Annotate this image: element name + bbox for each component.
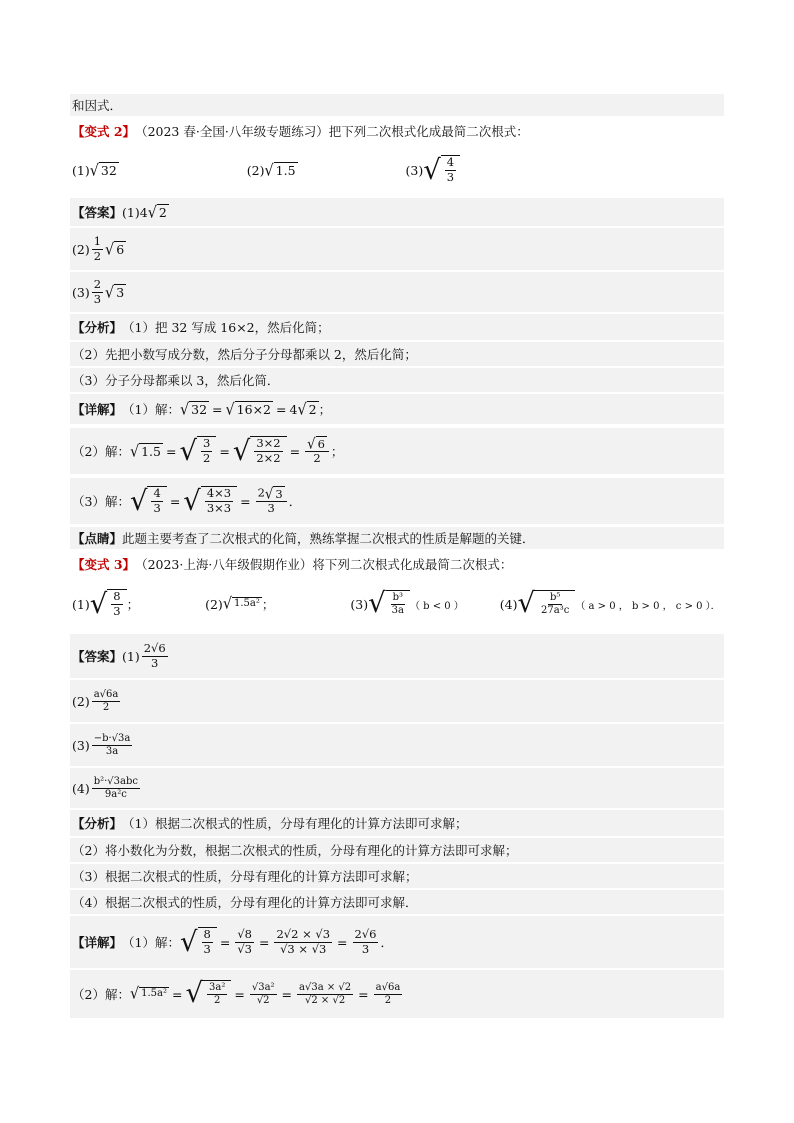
v2-analysis-3: （3）分子分母都乘以 3，然后化简． [70, 368, 724, 392]
v2-detail-1: 【详解】 （1）解： √ 32 = √ 16×2 = 4 √ 2 ； [70, 394, 724, 424]
v2-item2-radical: √ 1.5 [264, 162, 296, 180]
variant2-heading [70, 120, 724, 142]
variant2-prompt: 把下列二次根式化成最简二次根式： [328, 124, 529, 139]
top-line [70, 94, 724, 116]
v3-answer-2: (2) $\frac{a√6a}{2}$ [70, 680, 724, 722]
v3-detail-2: （2）解： √ 1.5a² = √ $\frac{\text{3a²}}{2}$ = $\frac{\text{√3a²}}{√2}$ = $\frac{a√3a \times √2}{√2 \times √2}$ = $\frac{a√6a}{2}$ [70, 970, 724, 1018]
v3-answer-4: (4) $\frac{\text{b²·√3abc}}{\text{9a²c}}$ [70, 768, 724, 808]
v3-answer-1: 【答案】 (1) $\frac{2√6}{3}$ [70, 634, 724, 678]
variant3-tag: 【变式 3】 [72, 557, 136, 572]
v3-analysis-4: （4）根据二次根式的性质，分母有理化的计算方法即可求解． [70, 890, 724, 914]
v2-detail-2: （2）解： √ 1.5 = √ $\frac{3}{2}$ = √ $\frac{3\times 2}{2\times 2}$ = √ 6 2 ； [70, 428, 724, 474]
v2-comment: 【点睛】 此题主要考查了二次根式的化简，熟练掌握二次根式的性质是解题的关键． [70, 527, 724, 549]
v2-item3-radical: √ $\frac{4}{3}$ [423, 155, 460, 185]
variant3-heading [70, 553, 724, 575]
v2-item2-label: (2) [246, 162, 265, 178]
variant2-items [70, 152, 724, 188]
v2-analysis-2: （2）先把小数写成分数，然后分子分母都乘以 2，然后化简； [70, 342, 724, 366]
v3-detail-1: 【详解】 （1）解： √ $\frac{8}{3}$ = $\frac{√8}{√3}$ = $\frac{2√2 \times √3}{√3 \times √3}$ = $\frac{2√6}{3}$ ． [70, 916, 724, 968]
v2-answer-tag: 【答案】 [72, 205, 123, 220]
v2-answer-3: (3) $\frac{2}{3}$ √ 3 [70, 272, 724, 312]
v2-answer-2: (2) $\frac{1}{2}$ √ 6 [70, 228, 724, 270]
v3-answer-3: (3) $\frac{-b\cdot√3a}{3a}$ [70, 724, 724, 766]
v3-analysis-3: （3）根据二次根式的性质，分母有理化的计算方法即可求解； [70, 864, 724, 888]
top-line-text: 和因式． [72, 98, 123, 113]
v2-item1-radical: √ 32 [89, 162, 117, 180]
v2-item3-label: (3) [405, 162, 424, 178]
v2-analysis-1: 【分析】 （1）把 32 写成 16×2，然后化简； [70, 314, 724, 340]
variant2-source: （2023 春·全国·八年级专题练习） [135, 124, 329, 139]
variant3-items: (1) √ $\frac{8}{3}$ ； (2) √ 1.5a² ； (3) √ $\frac{\text{b³}}{3a}$ （ b < 0 ） (4) √ $\frac{\text{b⁵}}{\text{27a³c}}$ （ a > 0 ， b > 0 ， c > 0 ）． [72, 587, 721, 621]
variant2-tag: 【变式 2】 [72, 124, 136, 139]
variant3-prompt: 将下列二次根式化成最简二次根式： [312, 557, 513, 572]
v3-analysis-1: 【分析】 （1）根据二次根式的性质，分母有理化的计算方法即可求解； [70, 810, 724, 836]
v2-detail-3: （3）解： √ $\frac{4}{3}$ = √ $\frac{4\times 3}{3\times 3}$ = 2 √ 3 3 ． [70, 478, 724, 524]
v3-analysis-2: （2）将小数化为分数，根据二次根式的性质，分母有理化的计算方法即可求解； [70, 838, 724, 862]
variant3-source: （2023·上海·八年级假期作业） [135, 557, 313, 572]
v2-answer-1: 【答案】 (1) 4 √ 2 [70, 198, 724, 226]
v2-item1-label: (1) [72, 162, 90, 178]
